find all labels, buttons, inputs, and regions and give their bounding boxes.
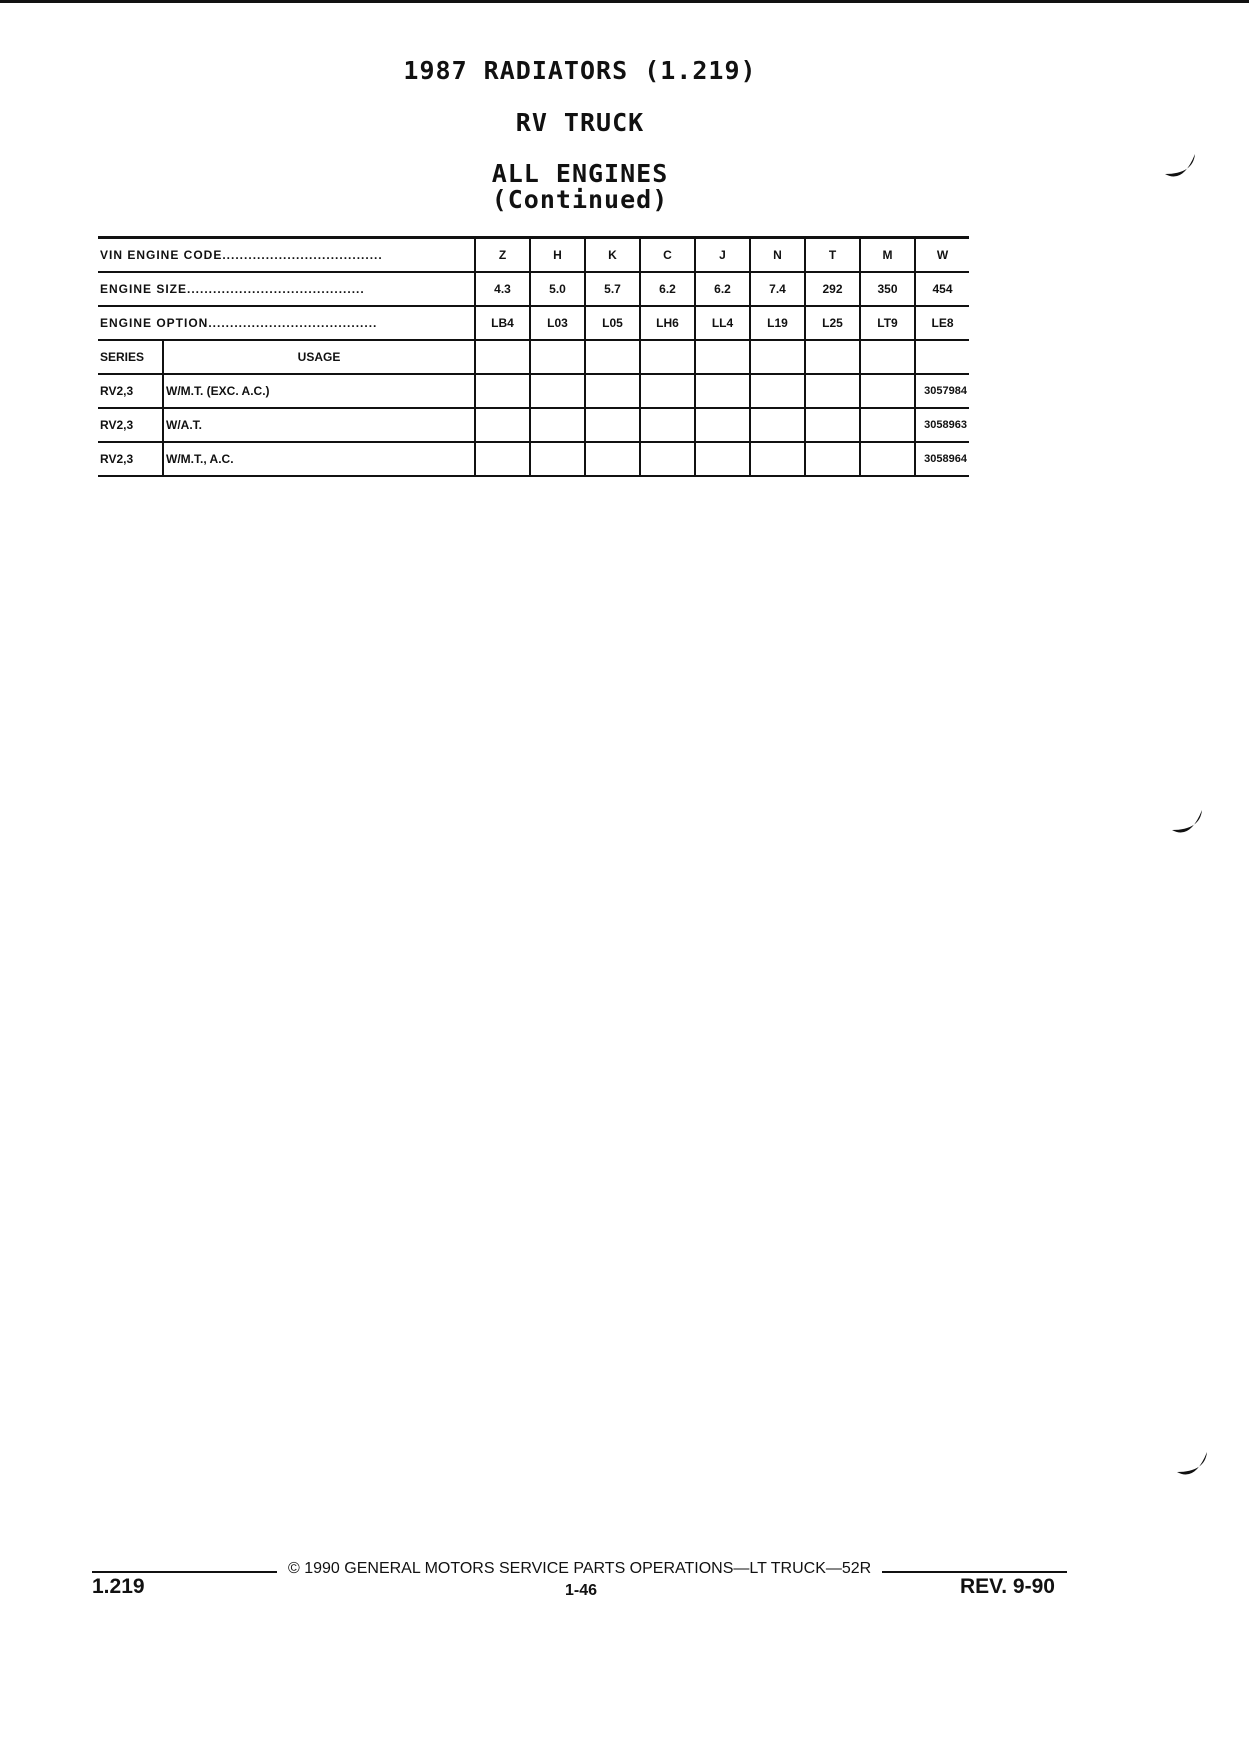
- engine-option-cell: LB4: [475, 306, 530, 340]
- footer-rule-left: [92, 1571, 277, 1573]
- engine-option-cell: L03: [530, 306, 585, 340]
- usage-header: USAGE: [163, 340, 475, 374]
- vin-code-cell: W: [915, 238, 969, 273]
- engine-option-row: [98, 306, 969, 340]
- table-row: [98, 442, 969, 476]
- engine-size-cell: 6.2: [695, 272, 750, 306]
- engine-size-cell: 4.3: [475, 272, 530, 306]
- series-cell: RV2,3: [98, 408, 163, 442]
- vin-code-cell: K: [585, 238, 640, 273]
- vin-code-cell: N: [750, 238, 805, 273]
- vin-code-cell: Z: [475, 238, 530, 273]
- vin-code-cell: T: [805, 238, 860, 273]
- section-heading: [0, 161, 1160, 213]
- usage-cell: W/M.T., A.C.: [163, 442, 475, 476]
- engine-size-cell: 5.0: [530, 272, 585, 306]
- row-label: ENGINE OPTION.......................................: [98, 306, 475, 340]
- continued-label: (Continued): [491, 185, 669, 214]
- radiator-parts-table: [98, 236, 969, 477]
- footer-rule-right: [882, 1571, 1067, 1573]
- engine-option-cell: L25: [805, 306, 860, 340]
- page-number: 1-46: [565, 1582, 598, 1599]
- series-cell: RV2,3: [98, 374, 163, 408]
- row-label: ENGINE SIZE.........................................: [98, 272, 475, 306]
- series-header: SERIES: [98, 340, 163, 374]
- engine-option-cell: LL4: [695, 306, 750, 340]
- engine-size-cell: 7.4: [750, 272, 805, 306]
- page-subtitle: RV TRUCK: [515, 108, 645, 137]
- engine-size-cell: 5.7: [585, 272, 640, 306]
- part-number-cell: 3058964: [915, 442, 969, 476]
- usage-cell: W/A.T.: [163, 408, 475, 442]
- page-title: 1987 RADIATORS (1.219): [403, 56, 757, 85]
- copyright-notice: © 1990 GENERAL MOTORS SERVICE PARTS OPERATIONS—LT TRUCK—52R: [288, 1560, 872, 1577]
- vin-code-cell: J: [695, 238, 750, 273]
- binder-hole-mark: [1175, 1448, 1209, 1482]
- usage-cell: W/M.T. (EXC. A.C.): [163, 374, 475, 408]
- row-label: VIN ENGINE CODE.....................................: [98, 238, 475, 273]
- binder-hole-mark: [1170, 806, 1204, 840]
- binder-hole-mark: [1163, 150, 1197, 184]
- engine-size-row: [98, 272, 969, 306]
- vin-code-cell: C: [640, 238, 695, 273]
- part-number-cell: 3058963: [915, 408, 969, 442]
- engine-size-cell: 454: [915, 272, 969, 306]
- vin-code-row: [98, 238, 969, 273]
- engine-option-cell: L19: [750, 306, 805, 340]
- table-row: [98, 374, 969, 408]
- column-header-row: [98, 340, 969, 374]
- table-row: [98, 408, 969, 442]
- engine-option-cell: LH6: [640, 306, 695, 340]
- revision-label: REV. 9-90: [960, 1575, 1055, 1598]
- top-border: [0, 0, 1249, 3]
- engine-size-cell: 350: [860, 272, 915, 306]
- vin-code-cell: H: [530, 238, 585, 273]
- series-cell: RV2,3: [98, 442, 163, 476]
- engine-option-cell: L05: [585, 306, 640, 340]
- engine-option-cell: LT9: [860, 306, 915, 340]
- engine-size-cell: 292: [805, 272, 860, 306]
- engine-size-cell: 6.2: [640, 272, 695, 306]
- engine-option-cell: LE8: [915, 306, 969, 340]
- section-name: ALL ENGINES: [491, 159, 669, 188]
- vin-code-cell: M: [860, 238, 915, 273]
- part-number-cell: 3057984: [915, 374, 969, 408]
- section-code: 1.219: [92, 1575, 145, 1598]
